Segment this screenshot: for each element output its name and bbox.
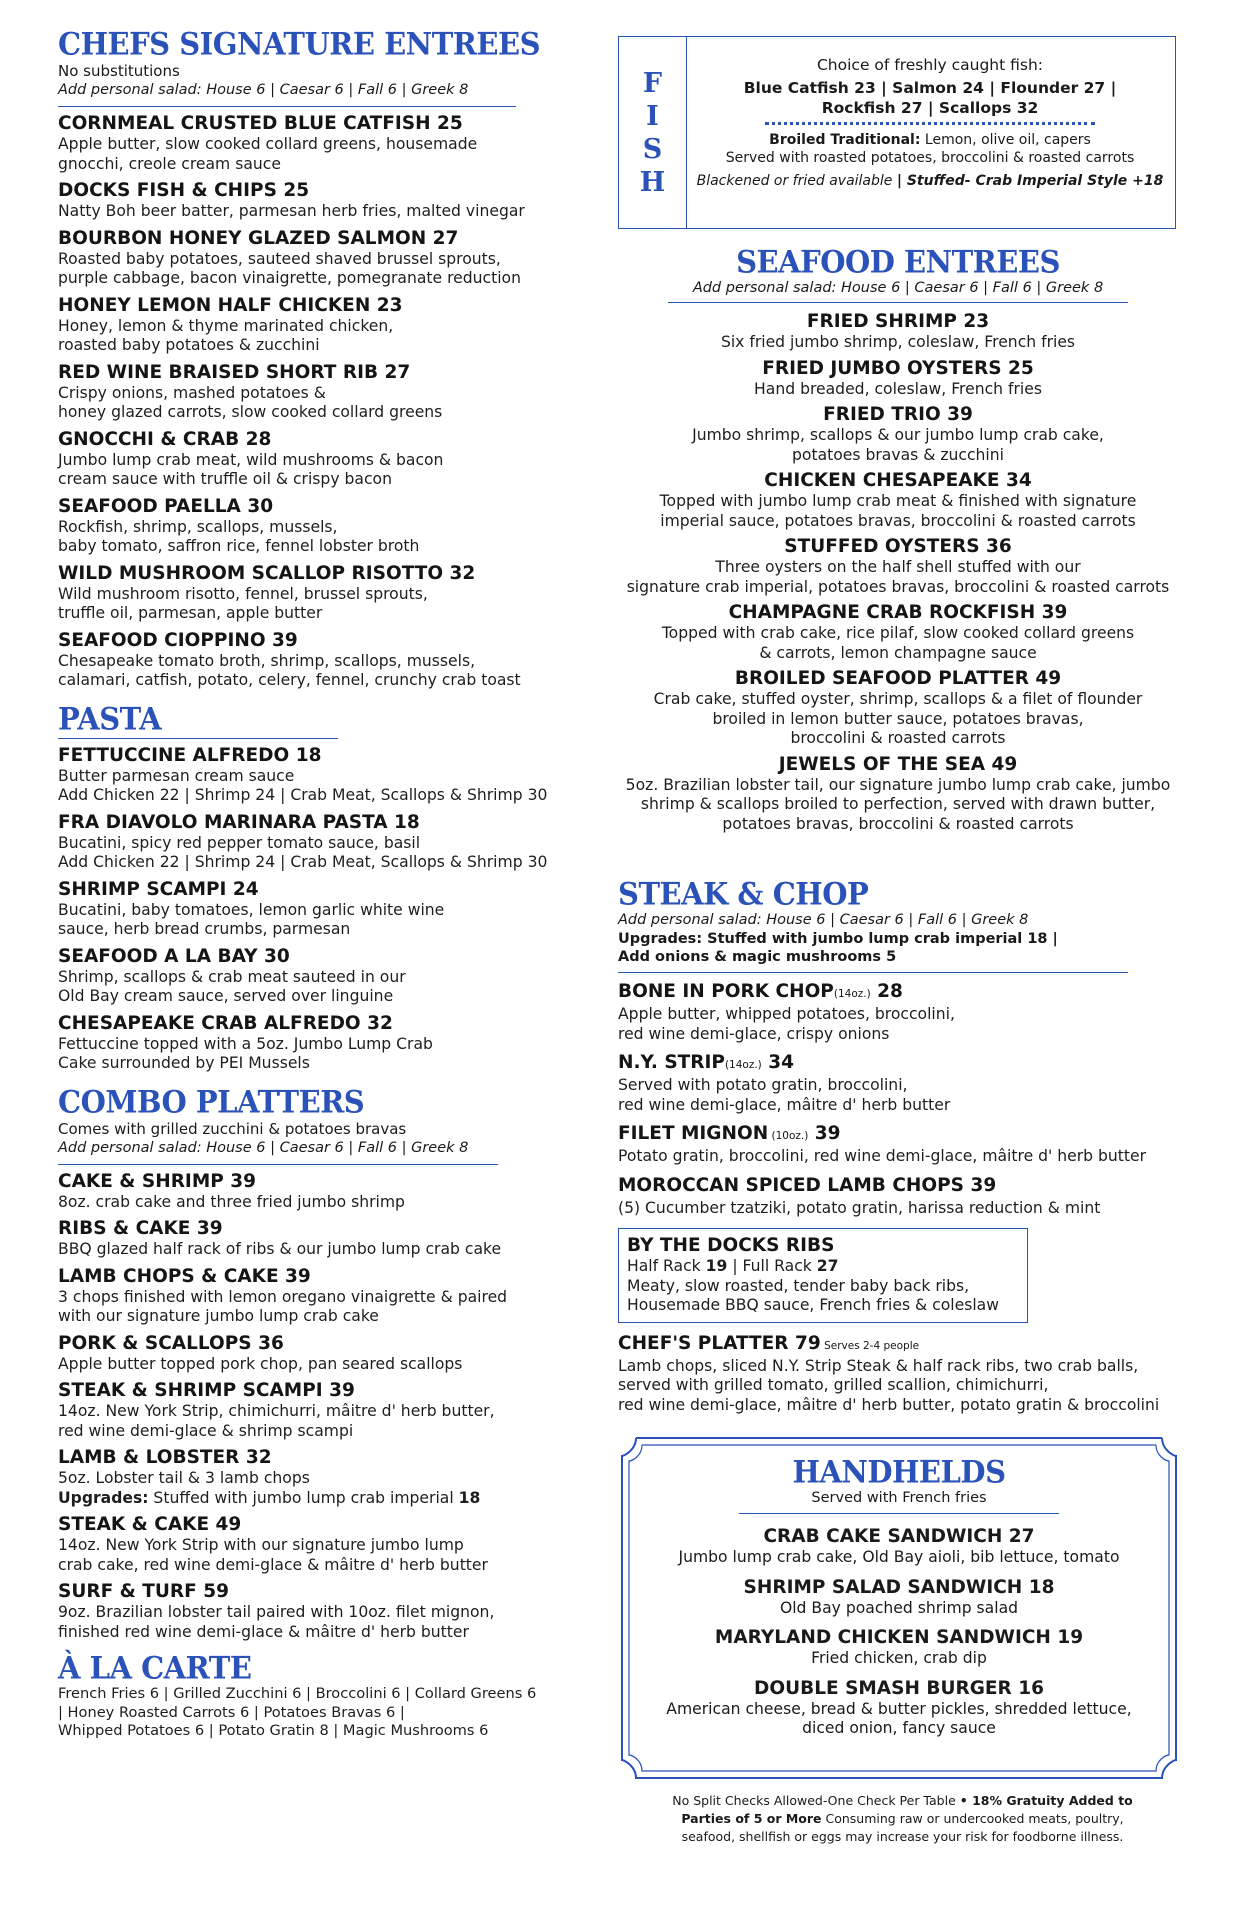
ribs-prices: Half Rack 19 | Full Rack 27 — [627, 1257, 839, 1275]
item-description: Shrimp, scallops & crab meat sauteed in our Old Bay cream sauce, served over linguine — [58, 967, 406, 1005]
section-title: COMBO PLATTERS — [58, 1083, 365, 1120]
item-description: Topped with jumbo lump crab meat & finished with signature imperial sauce, potatoes bravas, broccolini & roasted carrots — [659, 492, 1137, 530]
item-name: STEAK & CAKE 49 — [58, 1514, 242, 1535]
footer-notice: No Split Checks Allowed-One Check Per Table • 18% Gratuity Added to Parties of 5 or More Consuming raw or undercooked meats, poultry, seafood, shellfish or eggs may increase your risk for foodborne illness. — [672, 1793, 1133, 1844]
menu-item — [58, 1171, 578, 1213]
menu-item — [618, 311, 1178, 353]
item-description: Apple butter topped pork chop, pan seared scallops — [58, 1354, 463, 1373]
item-list — [58, 1171, 578, 1643]
section-title: CHEFS SIGNATURE ENTREES — [58, 26, 541, 62]
salad-addon: Add personal salad: House 6 | Caesar 6 | Fall 6 | Greek 8 — [58, 1139, 469, 1156]
divider — [618, 972, 1128, 973]
menu-item — [58, 1581, 578, 1642]
salad-addon: Add personal salad: House 6 | Caesar 6 | Fall 6 | Greek 8 — [58, 82, 469, 98]
menu-item — [618, 1052, 1178, 1115]
menu-item — [58, 429, 578, 490]
item-name: HONEY LEMON HALF CHICKEN 23 — [58, 294, 403, 316]
item-description: Rockfish, shrimp, scallops, mussels, baby tomato, saffron rice, fennel lobster broth — [58, 517, 420, 555]
item-name: STEAK & SHRIMP SCAMPI 39 — [58, 1380, 355, 1401]
item-description: Old Bay poached shrimp salad — [779, 1598, 1019, 1617]
menu-item — [618, 602, 1178, 663]
stuffed-text: | Stuffed- Crab Imperial Style +18 — [896, 173, 1164, 189]
menu-item — [618, 358, 1178, 400]
handhelds-frame — [614, 1428, 1184, 1788]
menu-item — [618, 404, 1178, 465]
item-name: CHAMPAGNE CRAB ROCKFISH 39 — [728, 602, 1068, 623]
item-name: CAKE & SHRIMP 39 — [58, 1170, 256, 1192]
menu-item — [58, 180, 578, 222]
section-title: PASTA — [58, 700, 162, 737]
section-title: SEAFOOD ENTREES — [736, 244, 1060, 280]
item-name: FRIED TRIO 39 — [823, 404, 973, 425]
item-description: 3 chops finished with lemon oregano vinaigrette & paired with our signature jumbo lump crab cake — [58, 1287, 508, 1325]
menu-item — [634, 1678, 1164, 1739]
item-name: CRAB CAKE SANDWICH 27 — [763, 1526, 1035, 1547]
item-list — [618, 311, 1178, 834]
item-name: MARYLAND CHICKEN SANDWICH 19 — [714, 1627, 1084, 1648]
menu-item — [618, 668, 1178, 749]
menu-item — [58, 1333, 578, 1375]
menu-item — [58, 362, 578, 423]
fish-letter: H — [639, 166, 666, 198]
item-name: DOUBLE SMASH BURGER 16 — [754, 1677, 1044, 1699]
item-name: BOURBON HONEY GLAZED SALMON 27 — [58, 227, 459, 249]
menu-item — [58, 1380, 578, 1441]
item-description: Fettuccine topped with a 5oz. Jumbo Lump Crab Cake surrounded by PEI Mussels — [58, 1034, 433, 1072]
item-description: BBQ glazed half rack of ribs & our jumbo lump crab cake — [58, 1240, 502, 1258]
item-name: FRIED SHRIMP 23 — [806, 311, 990, 332]
broiled-label: Broiled Traditional: — [769, 132, 921, 148]
menu-item — [58, 879, 578, 940]
section-title: HANDHELDS — [792, 1454, 1006, 1490]
item-name: RIBS & CAKE 39 — [58, 1218, 223, 1239]
menu-item — [58, 745, 578, 806]
menu-item — [618, 754, 1178, 835]
item-name: BY THE DOCKS RIBS — [627, 1235, 835, 1256]
item-description: 9oz. Brazilian lobster tail paired with 10oz. filet mignon, finished red wine demi-glace & mâitre d' herb butter — [58, 1603, 495, 1641]
item-description: Roasted baby potatoes, sauteed shaved brussel sprouts, purple cabbage, bacon vinaigrette, pomegranate reduction — [58, 249, 521, 287]
item-name: SEAFOOD PAELLA 30 — [58, 495, 274, 517]
salad-addon: Add personal salad: House 6 | Caesar 6 | Fall 6 | Greek 8 — [618, 912, 1029, 928]
item-name: BONE IN PORK CHOP(14oz.) 28 — [618, 981, 903, 1002]
a-la-carte-sides: French Fries 6 | Grilled Zucchini 6 | Broccolini 6 | Collard Greens 6 | Honey Roasted Carrots 6 | Potatoes Bravas 6 | Whipped Potatoes 6 | Potato Gratin 8 | Magic Mushrooms 6 — [58, 1685, 537, 1739]
divider — [58, 106, 516, 107]
item-description: Crispy onions, mashed potatoes & honey glazed carrots, slow cooked collard greens — [58, 383, 443, 421]
item-list — [58, 745, 578, 1074]
item-name: CHEF'S PLATTER 79 Serves 2-4 people — [618, 1332, 920, 1354]
section-title: STEAK & CHOP — [618, 876, 869, 912]
item-description: Three oysters on the half shell stuffed with our signature crab imperial, potatoes bravas, broccolini & roasted carrots — [626, 558, 1170, 596]
item-description: (5) Cucumber tzatziki, potato gratin, harissa reduction & mint — [618, 1198, 1101, 1217]
item-description: 8oz. crab cake and three fried jumbo shrimp — [58, 1192, 405, 1211]
section-title: À LA CARTE — [58, 1650, 252, 1686]
item-name: SHRIMP SCAMPI 24 — [58, 878, 259, 900]
item-description: Chesapeake tomato broth, shrimp, scallops, mussels, calamari, catfish, potato, celery, fennel, crunchy crab toast — [58, 651, 521, 689]
item-name: JEWELS OF THE SEA 49 — [778, 753, 1018, 775]
fish-letter: I — [646, 100, 659, 132]
item-description: Natty Boh beer batter, parmesan herb fries, malted vinegar — [58, 202, 525, 220]
ribs-box — [618, 1228, 1028, 1323]
item-description: Butter parmesan cream sauce Add Chicken 22 | Shrimp 24 | Crab Meat, Scallops & Shrimp 30 — [58, 766, 548, 804]
item-description: Bucatini, spicy red pepper tomato sauce, basil Add Chicken 22 | Shrimp 24 | Crab Meat, Scallops & Shrimp 30 — [58, 833, 548, 871]
item-name: SEAFOOD CIOPPINO 39 — [58, 629, 298, 651]
item-name: RED WINE BRAISED SHORT RIB 27 — [58, 361, 411, 383]
fish-served: Served with roasted potatoes, broccolini & roasted carrots — [725, 150, 1135, 166]
section-a-la-carte — [58, 1650, 578, 1741]
salad-addon: Add personal salad: House 6 | Caesar 6 | Fall 6 | Greek 8 — [692, 280, 1104, 296]
fish-content — [689, 55, 1171, 190]
item-name: CORNMEAL CRUSTED BLUE CATFISH 25 — [58, 113, 463, 134]
menu-item — [58, 113, 578, 174]
item-description: 14oz. New York Strip with our signature jumbo lump crab cake, red wine demi-glace & mâitre d' herb butter — [58, 1536, 488, 1574]
section-chefs-signature — [58, 26, 578, 691]
divider — [668, 302, 1128, 303]
item-description: Wild mushroom risotto, fennel, brussel sprouts, truffle oil, parmesan, apple butter — [58, 584, 428, 622]
item-description: Jumbo shrimp, scallops & our jumbo lump crab cake, potatoes bravas & zucchini — [692, 426, 1104, 464]
item-name: FRA DIAVOLO MARINARA PASTA 18 — [58, 811, 420, 833]
section-pasta — [58, 700, 578, 1074]
upgrade-line: Upgrades: Stuffed with jumbo lump crab imperial 18 — [58, 1488, 481, 1507]
upgrades-line-1: Upgrades: Stuffed with jumbo lump crab imperial 18 | — [618, 931, 1058, 947]
menu-item — [634, 1526, 1164, 1568]
fish-prep-options — [689, 172, 1171, 190]
item-description: Honey, lemon & thyme marinated chicken, roasted baby potatoes & zucchini — [58, 316, 394, 354]
menu-item — [58, 295, 578, 356]
menu-item — [58, 496, 578, 557]
menu-item — [58, 563, 578, 624]
item-description: Apple butter, whipped potatoes, broccolini, red wine demi-glace, crispy onions — [618, 1005, 955, 1043]
menu-item — [58, 1514, 578, 1575]
item-list — [634, 1526, 1164, 1739]
blackened-text: Blackened or fried available — [696, 173, 897, 189]
divider — [58, 738, 338, 739]
item-description: Topped with crab cake, rice pilaf, slow cooked collard greens & carrots, lemon champagne sauce — [661, 624, 1135, 662]
item-name: FETTUCCINE ALFREDO 18 — [58, 744, 322, 766]
item-name: WILD MUSHROOM SCALLOP RISOTTO 32 — [58, 562, 476, 584]
item-description: Potato gratin, broccolini, red wine demi-glace, mâitre d' herb butter — [618, 1147, 1147, 1165]
fish-options-2: Rockfish 27 | Scallops 32 — [821, 99, 1039, 117]
divider — [739, 1513, 1059, 1514]
menu-item-chefs-platter — [618, 1333, 1178, 1416]
divider — [58, 1164, 498, 1165]
menu-item — [58, 812, 578, 873]
item-description: Crab cake, stuffed oyster, shrimp, scallops & a filet of flounder broiled in lemon butter sauce, potatoes bravas, broccolini & roasted carrots — [653, 690, 1143, 747]
item-description: 5oz. Brazilian lobster tail, our signature jumbo lump crab cake, jumbo shrimp & scallops broiled to perfection, served with drawn butter, potatoes bravas, broccolini & roasted carrots — [625, 775, 1171, 833]
fish-vertical-label — [619, 37, 687, 228]
menu-item — [58, 1218, 578, 1260]
item-list — [58, 113, 578, 691]
menu-item — [58, 630, 578, 691]
handhelds-content — [634, 1454, 1164, 1739]
item-name: LAMB & LOBSTER 32 — [58, 1447, 272, 1468]
item-description: Jumbo lump crab meat, wild mushrooms & bacon cream sauce with truffle oil & crispy bacon — [58, 450, 444, 488]
menu-item — [618, 470, 1178, 531]
section-note: No substitutions — [58, 62, 180, 80]
item-name: GNOCCHI & CRAB 28 — [58, 428, 272, 450]
broiled-text: Lemon, olive oil, capers — [920, 132, 1091, 148]
menu-item — [618, 536, 1178, 597]
menu-item — [618, 1175, 1178, 1219]
section-seafood-entrees — [618, 244, 1178, 834]
item-name: CHESAPEAKE CRAB ALFREDO 32 — [58, 1012, 393, 1034]
item-description: Bucatini, baby tomatoes, lemon garlic white wine sauce, herb bread crumbs, parmesan — [58, 900, 445, 938]
menu-item — [634, 1577, 1164, 1619]
item-name: SURF & TURF 59 — [58, 1581, 229, 1602]
fish-letter: F — [642, 67, 663, 99]
item-name: SEAFOOD A LA BAY 30 — [58, 945, 290, 967]
dotted-divider — [765, 122, 1095, 125]
item-name: STUFFED OYSTERS 36 — [784, 536, 1012, 557]
menu-item — [58, 1013, 578, 1074]
item-description: 14oz. New York Strip, chimichurri, mâitre d' herb butter, red wine demi-glace & shrimp scampi — [58, 1402, 495, 1440]
menu-item — [634, 1627, 1164, 1669]
item-name: FRIED JUMBO OYSTERS 25 — [762, 357, 1034, 379]
fish-options-1: Blue Catfish 23 | Salmon 24 | Flounder 27 | — [743, 79, 1117, 97]
item-name: PORK & SCALLOPS 36 — [58, 1332, 284, 1354]
section-note: Comes with grilled zucchini & potatoes bravas — [58, 1119, 407, 1138]
section-note: Served with French fries — [811, 1490, 987, 1506]
item-description: Jumbo lump crab cake, Old Bay aioli, bib lettuce, tomato — [678, 1548, 1120, 1566]
item-name: N.Y. STRIP(14oz.) 34 — [618, 1052, 794, 1073]
item-name: LAMB CHOPS & CAKE 39 — [58, 1265, 311, 1287]
item-description: Lamb chops, sliced N.Y. Strip Steak & half rack ribs, two crab balls, served with grilled tomato, grilled scallion, chimichurri, red wine demi-glace, mâitre d' herb butter, potato gratin & broccolini — [618, 1356, 1160, 1414]
fish-box — [618, 36, 1176, 229]
item-list — [618, 981, 1178, 1218]
item-name: FILET MIGNON (10oz.) 39 — [618, 1123, 841, 1144]
item-description: American cheese, bread & butter pickles, shredded lettuce, diced onion, fancy sauce — [666, 1699, 1132, 1737]
menu-item — [58, 1447, 578, 1508]
item-description: Six fried jumbo shrimp, coleslaw, French fries — [720, 333, 1076, 351]
fish-intro: Choice of freshly caught fish: — [816, 56, 1043, 74]
item-description: 5oz. Lobster tail & 3 lamb chops — [58, 1469, 310, 1487]
item-description: Meaty, slow roasted, tender baby back ribs, Housemade BBQ sauce, French fries & coleslaw — [627, 1276, 999, 1314]
item-name: DOCKS FISH & CHIPS 25 — [58, 180, 310, 201]
left-column — [58, 26, 578, 1741]
menu-item — [618, 1123, 1178, 1167]
item-description: Apple butter, slow cooked collard greens, housemade gnocchi, creole cream sauce — [58, 135, 478, 173]
item-description: Fried chicken, crab dip — [811, 1649, 987, 1667]
menu-item — [58, 946, 578, 1007]
item-name: CHICKEN CHESAPEAKE 34 — [764, 470, 1032, 491]
section-combo-platters — [58, 1083, 578, 1643]
menu-item — [618, 981, 1178, 1044]
menu-item — [58, 228, 578, 289]
item-name: BROILED SEAFOOD PLATTER 49 — [734, 668, 1062, 689]
item-name: SHRIMP SALAD SANDWICH 18 — [743, 1576, 1055, 1598]
fish-letter: S — [642, 133, 663, 165]
item-description: Served with potato gratin, broccolini, red wine demi-glace, mâitre d' herb butter — [618, 1076, 951, 1114]
menu-item — [58, 1266, 578, 1327]
item-description: Hand breaded, coleslaw, French fries — [754, 379, 1042, 398]
upgrades-line-2: Add onions & magic mushrooms 5 — [618, 949, 897, 965]
fish-broiled — [689, 131, 1171, 149]
section-steak-chop — [618, 876, 1178, 1415]
item-name: MOROCCAN SPICED LAMB CHOPS 39 — [618, 1174, 997, 1196]
